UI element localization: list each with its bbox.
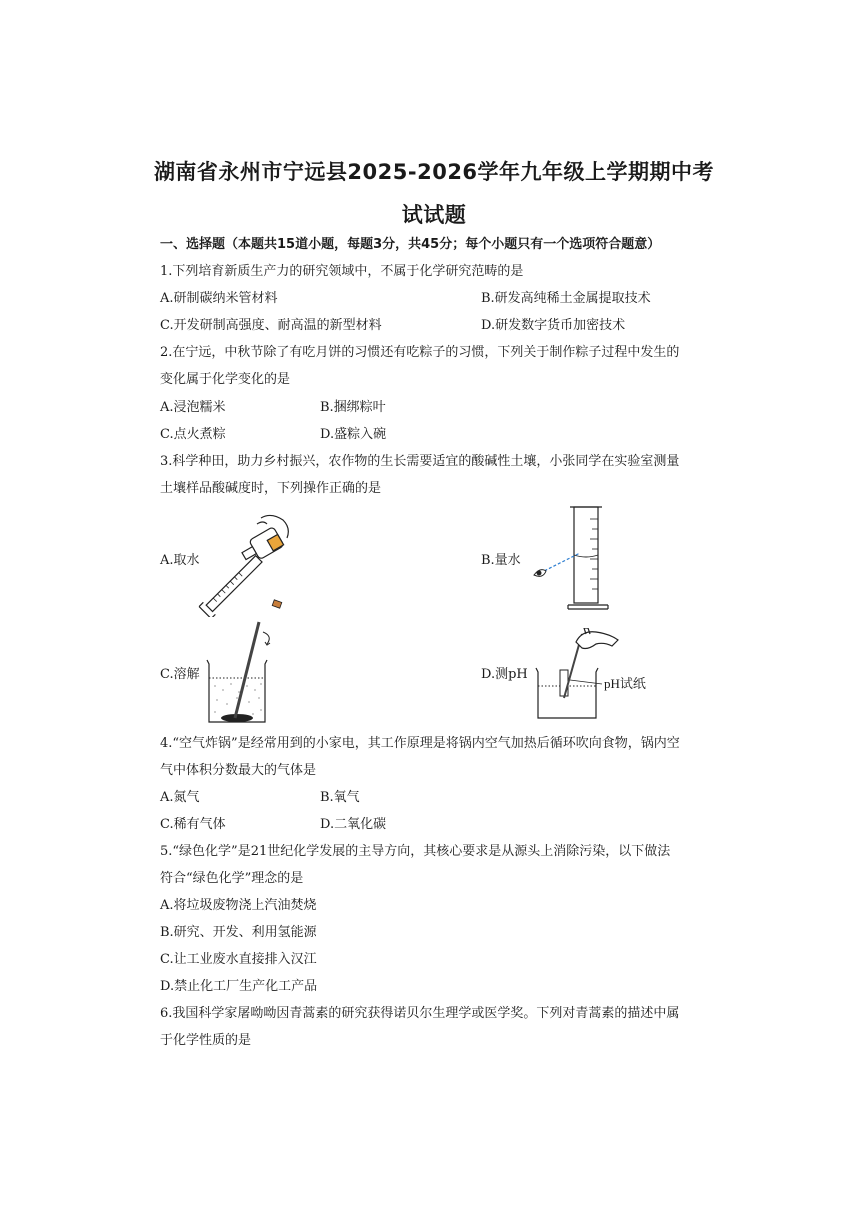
q1-option-c[interactable]: C.开发研制高强度、耐高温的新型材料 <box>160 318 382 333</box>
q3-option-d[interactable]: D.测pH <box>481 667 528 682</box>
q1-option-b[interactable]: B.研发高纯稀土金属提取技术 <box>481 291 651 306</box>
q1-stem: 1.下列培育新质生产力的研究领域中，不属于化学研究范畴的是 <box>160 264 524 279</box>
q3-stem-line2: 土壤样品酸碱度时，下列操作正确的是 <box>160 481 382 496</box>
q5-stem-line2: 符合“绿色化学”理念的是 <box>160 871 304 886</box>
q4-stem-line1: 4.“空气炸锅”是经常用到的小家电，其工作原理是将锅内空气加热后循环吹向食物，锅内空 <box>160 736 680 751</box>
q2-option-a[interactable]: A.浸泡糯米 <box>160 400 226 415</box>
q2-option-c[interactable]: C.点火煮粽 <box>160 427 226 442</box>
q6-stem-line1: 6.我国科学家屠呦呦因青蒿素的研究获得诺贝尔生理学或医学奖。下列对青蒿素的描述中属 <box>160 1006 680 1021</box>
q3-option-c[interactable]: C.溶解 <box>160 667 200 682</box>
figure-measure-ph <box>530 628 690 724</box>
q4-option-d[interactable]: D.二氧化碳 <box>320 817 387 832</box>
q2-option-b[interactable]: B.捆绑粽叶 <box>320 400 386 415</box>
q5-stem-line1: 5.“绿色化学”是21世纪化学发展的主导方向，其核心要求是从源头上消除污染，以下做法 <box>160 844 671 859</box>
q1-option-d[interactable]: D.研发数字货币加密技术 <box>481 318 626 333</box>
q5-option-c[interactable]: C.让工业废水直接排入汉江 <box>160 952 317 967</box>
q2-stem-line1: 2.在宁远，中秋节除了有吃月饼的习惯还有吃粽子的习惯，下列关于制作粽子过程中发生的 <box>160 345 680 360</box>
q4-stem-line2: 气中体积分数最大的气体是 <box>160 763 317 778</box>
q6-stem-line2: 于化学性质的是 <box>160 1033 252 1048</box>
q4-option-b[interactable]: B.氧气 <box>320 790 360 805</box>
q5-option-b[interactable]: B.研究、开发、利用氢能源 <box>160 925 317 940</box>
q5-option-d[interactable]: D.禁止化工厂生产化工产品 <box>160 979 318 994</box>
q3-stem-line1: 3.科学种田，助力乡村振兴，农作物的生长需要适宜的酸碱性土壤，小张同学在实验室测量 <box>160 454 680 469</box>
figure-measure-water <box>530 505 610 613</box>
q2-option-d[interactable]: D.盛粽入碗 <box>320 427 387 442</box>
q1-option-a[interactable]: A.研制碳纳米管材料 <box>160 291 278 306</box>
q3-option-b[interactable]: B.量水 <box>481 553 521 568</box>
figure-dissolve <box>203 620 283 726</box>
q4-option-c[interactable]: C.稀有气体 <box>160 817 226 832</box>
exam-title-line1: 湖南省永州市宁远县2025-2026学年九年级上学期期中考 <box>153 160 715 184</box>
section-heading: 一、选择题（本题共15道小题，每题3分，共45分；每个小题只有一个选项符合题意） <box>160 237 661 252</box>
q4-option-a[interactable]: A.氮气 <box>160 790 200 805</box>
q3-option-a[interactable]: A.取水 <box>160 553 200 568</box>
q5-option-a[interactable]: A.将垃圾废物浇上汽油焚烧 <box>160 898 317 913</box>
q2-stem-line2: 变化属于化学变化的是 <box>160 372 291 387</box>
exam-title-line2: 试试题 <box>401 203 467 227</box>
ph-paper-label: pH试纸 <box>604 676 646 691</box>
figure-pour-water <box>195 512 305 617</box>
